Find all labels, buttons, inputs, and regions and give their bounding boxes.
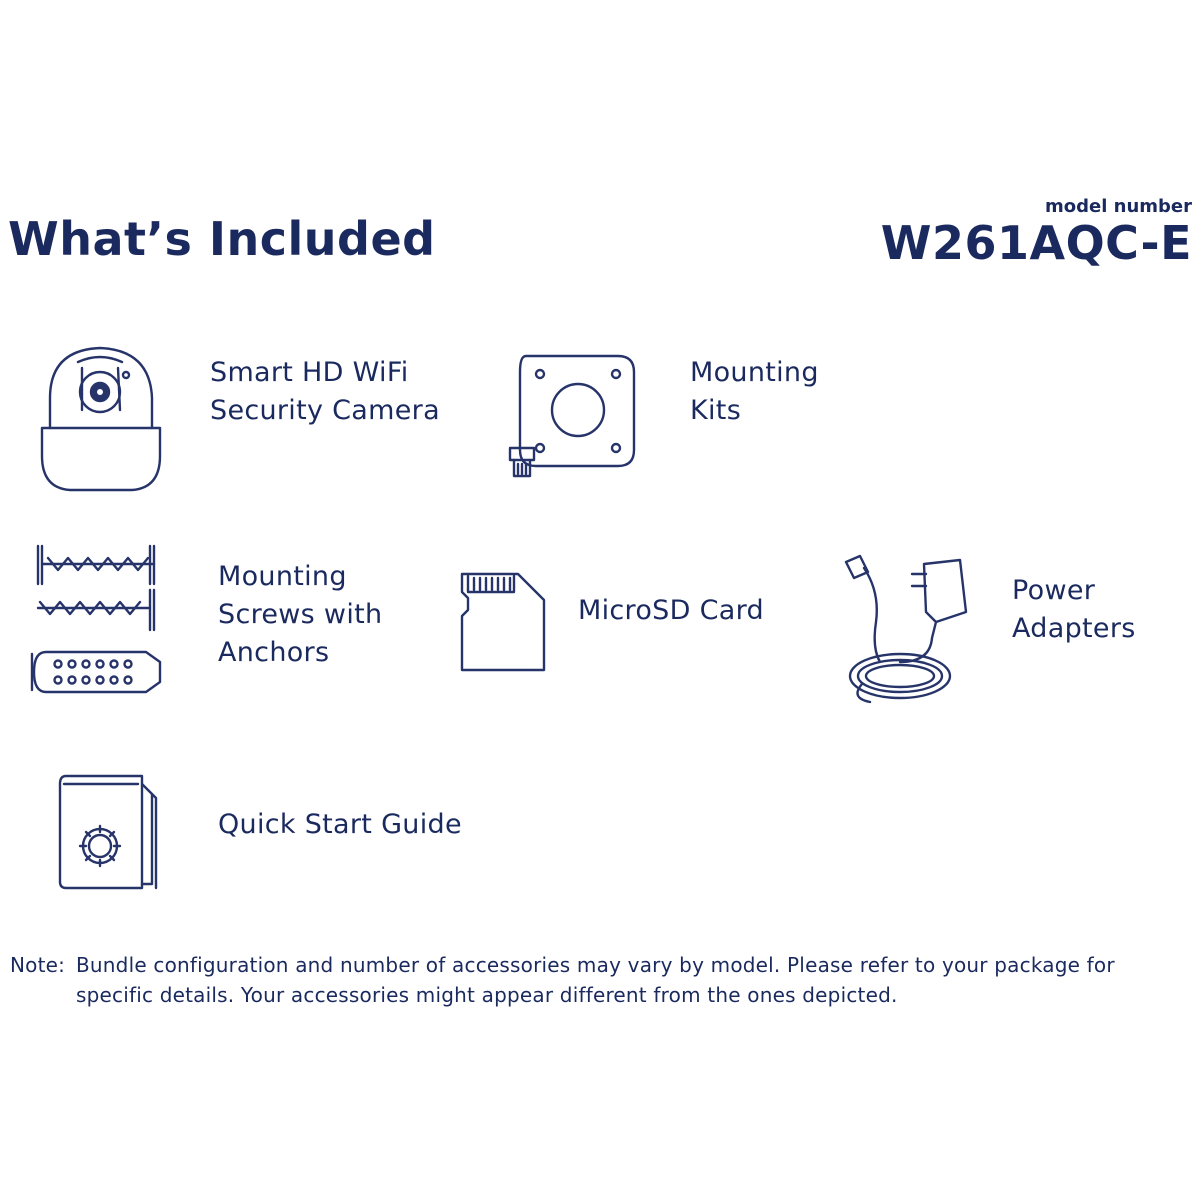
screws-anchors-icon — [28, 542, 168, 702]
item-label-guide: Quick Start Guide — [218, 809, 462, 840]
guide-book-icon — [56, 772, 160, 894]
note-text — [10, 950, 1190, 1010]
note-line-2: specific details. Your accessories might appear different from the ones depicted. — [76, 983, 898, 1007]
model-number-block — [1045, 196, 1192, 217]
model-number-label: model number — [1044, 196, 1192, 217]
camera-icon — [38, 340, 166, 496]
item-label-microsd: MicroSD Card — [578, 595, 764, 626]
note-prefix: Note: — [10, 953, 66, 977]
item-label-camera: Smart HD WiFi Security Camera — [210, 357, 440, 426]
item-label-power: Power Adapters — [1012, 575, 1136, 644]
model-number-value: W261AQC-E — [880, 216, 1192, 270]
microsd-card-icon — [458, 570, 548, 674]
item-label-screws: Mounting Screws with Anchors — [218, 561, 383, 668]
page-title: What’s Included — [8, 212, 436, 266]
mounting-plate-icon — [500, 350, 642, 482]
note-line-1: Bundle configuration and number of accessories may vary by model. Please refer to your package for — [76, 953, 1115, 977]
power-adapter-icon — [840, 552, 980, 706]
item-label-mounting-kits: Mounting Kits — [690, 357, 819, 426]
